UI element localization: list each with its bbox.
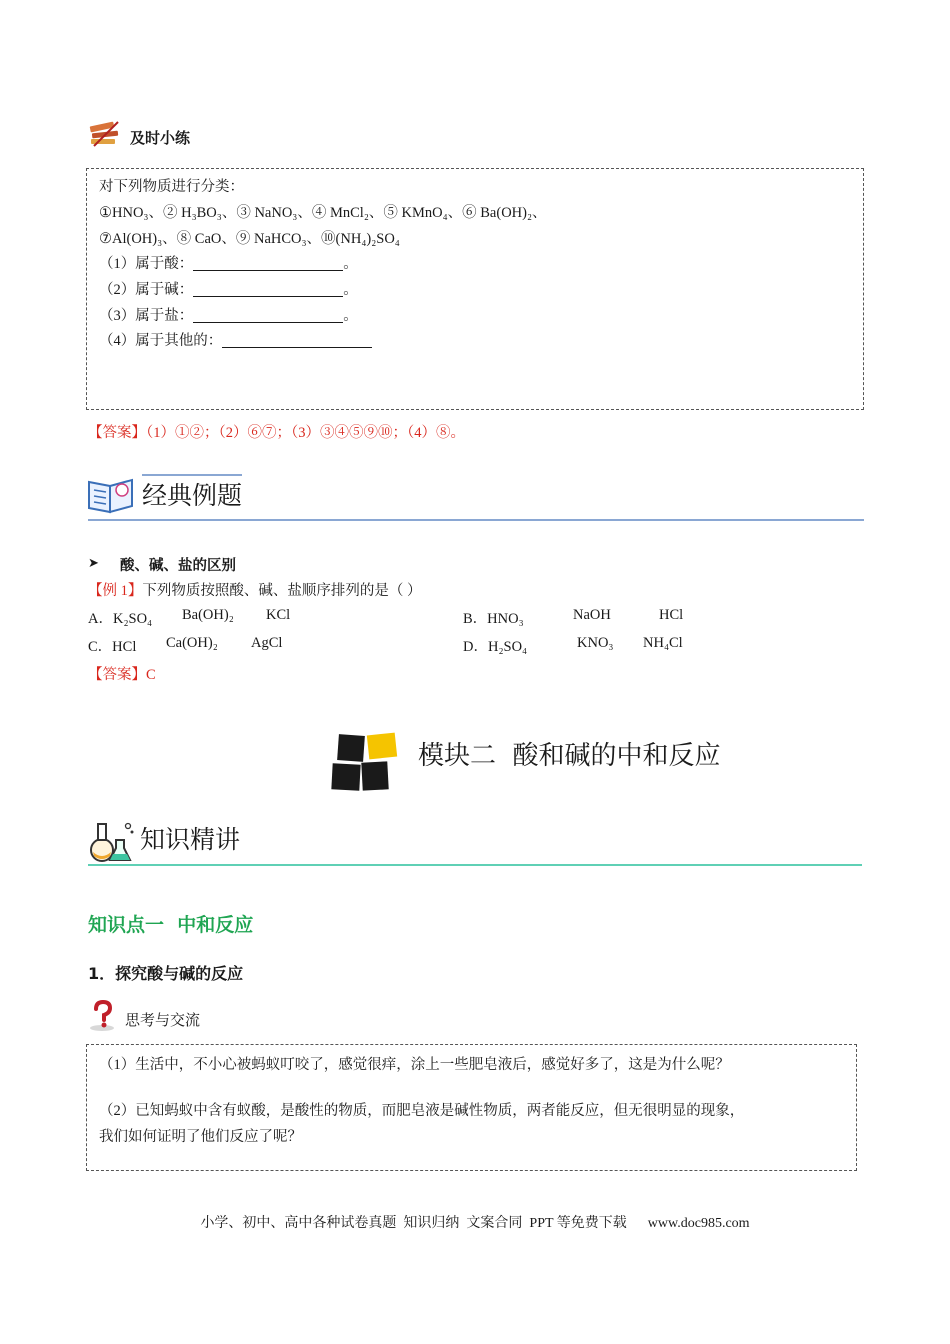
module-logo-icon — [330, 732, 402, 792]
practice-intro: 对下列物质进行分类： — [99, 179, 244, 195]
option-c-item: Ca(OH)₂ — [166, 635, 218, 651]
question-base — [99, 278, 358, 299]
question-other — [99, 329, 372, 350]
option-a-item: KCl — [266, 607, 291, 623]
option-a-item: K₂SO₄ — [112, 611, 153, 627]
practice-title: 及时小练 — [130, 129, 191, 147]
module-title: 模块二 酸和碱的中和反应 — [418, 741, 721, 771]
classic-heading-rule — [88, 519, 864, 521]
pencil-icon — [88, 118, 122, 148]
think-question-2: （2）已知蚂蚁中含有蚁酸，是酸性的物质，而肥皂液是碱性物质，两者能反应，但无很明显的现象， — [99, 1103, 745, 1119]
option-d-label: D． — [463, 639, 488, 655]
option-c-item: HCl — [112, 639, 137, 655]
option-a[interactable] — [88, 607, 291, 628]
knowledge-sub-title: 1．探究酸与碱的反应 — [88, 964, 244, 983]
knowledge-heading: 知识精讲 — [140, 825, 241, 854]
period: 。 — [343, 308, 358, 324]
example-question — [88, 579, 422, 600]
option-b[interactable] — [463, 607, 684, 628]
option-c-item: AgCl — [251, 635, 283, 651]
option-d-item: KNO₃ — [577, 635, 614, 651]
option-d-item: NH₄Cl — [643, 635, 683, 651]
knowledge-heading-rule — [88, 864, 862, 866]
classic-heading: 经典例题 — [142, 481, 243, 510]
option-b-item: HNO₃ — [487, 611, 524, 627]
practice-answer: 【答案】（1）①②；（2）⑥⑦；（3）③④⑤⑨⑩；（4）⑧。 — [88, 425, 465, 441]
substance-list-line-1: ①HNO₃、② H₃BO₃、③ NaNO₃、④ MnCl₂、⑤ KMnO₄、⑥ Ba(OH)₂、 — [99, 205, 547, 221]
classic-subhead: 酸、碱、盐的区别 — [120, 558, 236, 574]
period: 。 — [343, 282, 358, 298]
book-icon — [86, 474, 136, 516]
option-b-label: B． — [463, 611, 488, 627]
example-text: 下列物质按照酸、碱、盐顺序排列的是（ ） — [142, 583, 422, 599]
classic-answer: 【答案】C — [88, 667, 156, 683]
salt-answer-blank[interactable] — [193, 308, 343, 323]
option-c[interactable] — [88, 635, 283, 656]
question-acid — [99, 252, 358, 273]
substance-list-line-2: ⑦Al(OH)₃、⑧ CaO、⑨ NaHCO₃、⑩(NH₄)₂SO₄ — [99, 231, 400, 247]
think-question-1: （1）生活中，不小心被蚂蚁叮咬了，感觉很痒，涂上一些肥皂液后，感觉好多了，这是为什么呢？ — [99, 1057, 730, 1073]
flask-icon — [86, 818, 138, 864]
practice-box — [86, 168, 864, 410]
option-a-label: A． — [88, 611, 113, 627]
think-box — [86, 1044, 857, 1171]
option-c-label: C． — [88, 639, 113, 655]
question-acid-label: （1）属于酸： — [99, 256, 194, 272]
example-tag: 【例 1】 — [88, 583, 143, 599]
question-mark-icon — [88, 1000, 118, 1032]
question-other-label: （4）属于其他的： — [99, 333, 223, 349]
option-d-item: H₂SO₄ — [487, 639, 528, 655]
question-base-label: （2）属于碱： — [99, 282, 194, 298]
period: 。 — [343, 256, 358, 272]
option-b-item: HCl — [659, 607, 684, 623]
acid-answer-blank[interactable] — [193, 256, 343, 271]
question-salt — [99, 304, 358, 325]
knowledge-point-title: 知识点一 中和反应 — [88, 914, 254, 936]
arrow-bullet-icon: ➤ — [88, 556, 99, 571]
option-d[interactable] — [463, 635, 683, 656]
question-salt-label: （3）属于盐： — [99, 308, 194, 324]
base-answer-blank[interactable] — [193, 282, 343, 297]
option-a-item: Ba(OH)₂ — [182, 607, 234, 623]
think-question-2-cont: 我们如何证明了他们反应了呢？ — [99, 1129, 302, 1145]
page-footer: 小学、初中、高中各种试卷真题 知识归纳 文案合同 PPT 等免费下载 www.doc985.com — [200, 1216, 750, 1231]
other-answer-blank[interactable] — [222, 333, 372, 348]
option-b-item: NaOH — [573, 607, 611, 623]
think-label: 思考与交流 — [125, 1013, 201, 1029]
